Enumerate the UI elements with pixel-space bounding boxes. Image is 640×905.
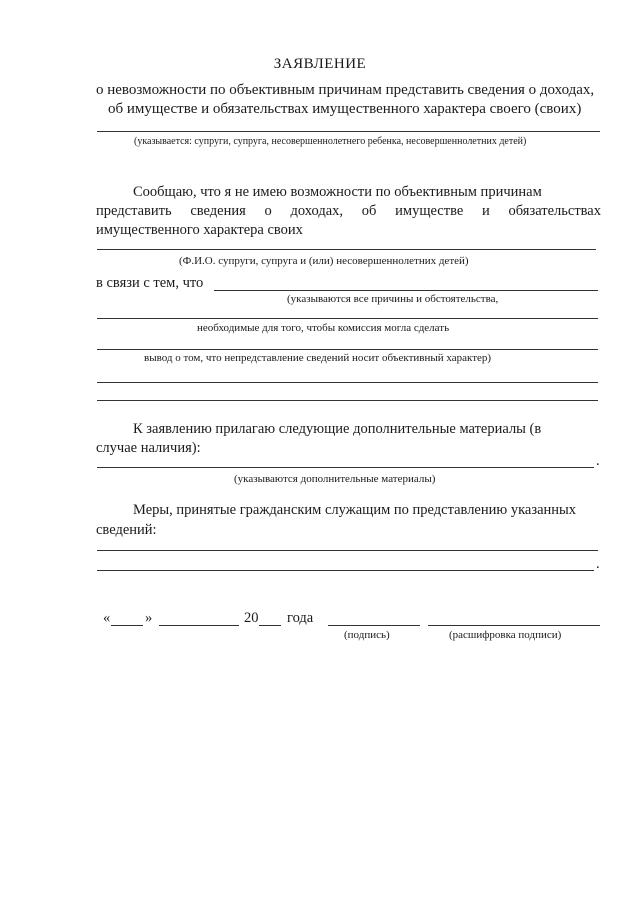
date-open-quote: « — [103, 610, 111, 626]
in-connection-label: в связи с тем, что — [96, 275, 204, 291]
para1-line-3: имущественного характера своих — [96, 222, 303, 238]
day-field-line[interactable] — [111, 625, 143, 626]
para2-line-2: случае наличия): — [96, 440, 201, 456]
year-field-line[interactable] — [259, 625, 281, 626]
para2-line-1: К заявлению прилагаю следующие дополнительные материалы (в — [133, 421, 542, 437]
fio-field-line[interactable] — [97, 249, 596, 250]
measures-field-line-2[interactable] — [97, 570, 594, 571]
para3-line-2: сведений: — [96, 522, 157, 538]
hint-reasons-1: (указываются все причины и обстоятельства, — [287, 293, 499, 305]
measures-field-line-1[interactable] — [97, 550, 598, 551]
subtitle-line-1: о невозможности по объективным причинам представить сведения о доходах, — [96, 82, 595, 98]
date-close-quote: » — [145, 610, 153, 626]
hint-fio: (Ф.И.О. супруги, супруга и (или) несовершеннолетних детей) — [179, 255, 469, 267]
reasons-field-line-1[interactable] — [214, 290, 598, 291]
subtitle-line-2: об имуществе и обязательствах имущественного характера своего (своих) — [108, 101, 582, 117]
document-title: ЗАЯВЛЕНИЕ — [273, 56, 367, 72]
para1-line-1: Сообщаю, что я не имею возможности по объективным причинам — [133, 184, 542, 200]
hint-signature: (подпись) — [344, 629, 390, 641]
reasons-field-line-5[interactable] — [97, 400, 598, 401]
year-word: года — [287, 610, 314, 626]
year-prefix: 20 — [244, 610, 259, 626]
signature-field-line[interactable] — [328, 625, 420, 626]
reasons-field-line-3[interactable] — [97, 349, 598, 350]
materials-period: . — [596, 453, 600, 469]
month-field-line[interactable] — [159, 625, 239, 626]
reasons-field-line-4[interactable] — [97, 382, 598, 383]
hint-relative: (указывается: супруги, супруга, несовершеннолетнего ребенка, несовершеннолетних детей) — [134, 136, 527, 147]
hint-signature-decode: (расшифровка подписи) — [449, 629, 562, 641]
measures-period: . — [596, 556, 600, 572]
hint-materials: (указываются дополнительные материалы) — [234, 473, 436, 485]
relative-field-line[interactable] — [97, 131, 600, 132]
hint-reasons-2: необходимые для того, чтобы комиссия могла сделать — [197, 322, 450, 334]
hint-reasons-3: вывод о том, что непредставление сведений носит объективный характер) — [144, 352, 492, 364]
signature-decode-field-line[interactable] — [428, 625, 600, 626]
para1-line-2: представить сведения о доходах, об имуществе и обязательствах — [96, 203, 601, 219]
reasons-field-line-2[interactable] — [97, 318, 598, 319]
para3-line-1: Меры, принятые гражданским служащим по представлению указанных — [133, 502, 577, 518]
materials-field-line[interactable] — [97, 467, 594, 468]
